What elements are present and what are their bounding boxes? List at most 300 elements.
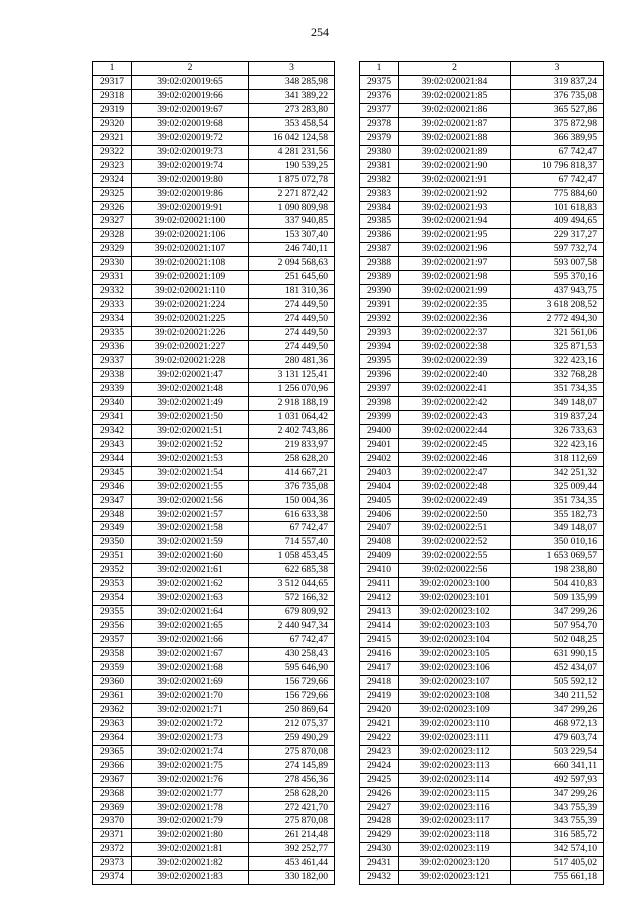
cadastral-number: 39:02:020021:47 [132, 368, 249, 382]
row-number: 29424 [360, 759, 399, 773]
cadastral-value: 502 048,25 [511, 634, 604, 648]
cadastral-number: 39:02:020021:65 [132, 620, 249, 634]
row-number: 29402 [360, 452, 399, 466]
cadastral-number: 39:02:020019:68 [132, 117, 249, 131]
cadastral-number: 39:02:020021:59 [132, 536, 249, 550]
row-number: 29330 [93, 257, 132, 271]
cadastral-value: 631 990,15 [511, 648, 604, 662]
cadastral-value: 1 256 070,96 [249, 382, 335, 396]
row-number: 29325 [93, 187, 132, 201]
cadastral-number: 39:02:020021:84 [399, 75, 511, 89]
cadastral-number: 39:02:020021:95 [399, 229, 511, 243]
cadastral-number: 39:02:020019:74 [132, 159, 249, 173]
page-number: 254 [311, 25, 329, 39]
cadastral-number: 39:02:020023:119 [399, 843, 511, 857]
table-row [93, 550, 335, 564]
cadastral-number: 39:02:020021:57 [132, 508, 249, 522]
table-row [93, 620, 335, 634]
cadastral-number: 39:02:020023:117 [399, 815, 511, 829]
row-number: 29332 [93, 285, 132, 299]
cadastral-value: 275 870,08 [249, 815, 335, 829]
table-row [93, 229, 335, 243]
cadastral-number: 39:02:020021:87 [399, 117, 511, 131]
table-row [360, 299, 604, 313]
table-row [93, 75, 335, 89]
table-row [93, 173, 335, 187]
cadastral-number: 39:02:020021:73 [132, 731, 249, 745]
row-number: 29418 [360, 675, 399, 689]
cadastral-number: 39:02:020022:48 [399, 480, 511, 494]
cadastral-value: 437 943,75 [511, 285, 604, 299]
cadastral-value: 492 597,93 [511, 773, 604, 787]
cadastral-number: 39:02:020021:88 [399, 131, 511, 145]
table-row [93, 564, 335, 578]
table-row [93, 368, 335, 382]
row-number: 29347 [93, 494, 132, 508]
row-number: 29363 [93, 717, 132, 731]
row-number: 29431 [360, 857, 399, 871]
cadastral-number: 39:02:020021:89 [399, 145, 511, 159]
cadastral-number: 39:02:020023:111 [399, 731, 511, 745]
cadastral-value: 280 481,36 [249, 355, 335, 369]
table-row [360, 396, 604, 410]
row-number: 29333 [93, 299, 132, 313]
row-number: 29429 [360, 829, 399, 843]
cadastral-value: 1 031 064,42 [249, 410, 335, 424]
cadastral-value: 342 251,32 [511, 466, 604, 480]
cadastral-number: 39:02:020023:116 [399, 801, 511, 815]
cadastral-number: 39:02:020021:107 [132, 243, 249, 257]
table-row [93, 606, 335, 620]
cadastral-number: 39:02:020022:42 [399, 396, 511, 410]
table-row [360, 634, 604, 648]
cadastral-number: 39:02:020022:44 [399, 424, 511, 438]
table-row [360, 745, 604, 759]
row-number: 29342 [93, 424, 132, 438]
table-row [360, 703, 604, 717]
row-number: 29367 [93, 773, 132, 787]
cadastral-value: 250 869,64 [249, 703, 335, 717]
cadastral-value: 246 740,11 [249, 243, 335, 257]
row-number: 29414 [360, 620, 399, 634]
table-row [360, 452, 604, 466]
cadastral-number: 39:02:020021:106 [132, 229, 249, 243]
row-number: 29371 [93, 829, 132, 843]
cadastral-value: 350 010,16 [511, 536, 604, 550]
right-table-body [360, 75, 604, 884]
cadastral-number: 39:02:020022:37 [399, 327, 511, 341]
row-number: 29337 [93, 355, 132, 369]
cadastral-number: 39:02:020021:55 [132, 480, 249, 494]
cadastral-value: 190 539,25 [249, 159, 335, 173]
cadastral-number: 39:02:020021:94 [399, 215, 511, 229]
table-row [93, 355, 335, 369]
table-row [93, 815, 335, 829]
table-row [93, 410, 335, 424]
row-number: 29364 [93, 731, 132, 745]
row-number: 29357 [93, 634, 132, 648]
cadastral-value: 318 112,69 [511, 452, 604, 466]
cadastral-number: 39:02:020021:80 [132, 829, 249, 843]
row-number: 29385 [360, 215, 399, 229]
table-row [93, 801, 335, 815]
cadastral-value: 181 310,36 [249, 285, 335, 299]
table-row [93, 745, 335, 759]
cadastral-value: 219 833,97 [249, 438, 335, 452]
cadastral-value: 1 653 069,57 [511, 550, 604, 564]
cadastral-number: 39:02:020021:225 [132, 313, 249, 327]
column-header-3: 3 [511, 62, 604, 76]
cadastral-value: 259 490,29 [249, 731, 335, 745]
cadastral-number: 39:02:020021:67 [132, 648, 249, 662]
cadastral-value: 479 603,74 [511, 731, 604, 745]
row-number: 29415 [360, 634, 399, 648]
table-row [360, 759, 604, 773]
table-row [360, 606, 604, 620]
table-row [360, 285, 604, 299]
cadastral-value: 322 423,16 [511, 438, 604, 452]
table-row [93, 452, 335, 466]
row-number: 29340 [93, 396, 132, 410]
row-number: 29361 [93, 689, 132, 703]
row-number: 29405 [360, 494, 399, 508]
table-row [360, 564, 604, 578]
cadastral-number: 39:02:020022:43 [399, 410, 511, 424]
table-row [93, 145, 335, 159]
row-number: 29378 [360, 117, 399, 131]
cadastral-value: 517 405,02 [511, 857, 604, 871]
column-header-1: 1 [93, 62, 132, 76]
cadastral-number: 39:02:020023:100 [399, 578, 511, 592]
table-row [360, 201, 604, 215]
row-number: 29331 [93, 271, 132, 285]
row-number: 29403 [360, 466, 399, 480]
row-number: 29352 [93, 564, 132, 578]
row-number: 29321 [93, 131, 132, 145]
cadastral-number: 39:02:020019:66 [132, 89, 249, 103]
cadastral-number: 39:02:020021:110 [132, 285, 249, 299]
table-row [360, 648, 604, 662]
cadastral-number: 39:02:020022:47 [399, 466, 511, 480]
table-row [93, 201, 335, 215]
table-row [93, 843, 335, 857]
cadastral-number: 39:02:020021:75 [132, 759, 249, 773]
row-number: 29423 [360, 745, 399, 759]
table-row [360, 410, 604, 424]
cadastral-number: 39:02:020022:46 [399, 452, 511, 466]
cadastral-number: 39:02:020019:67 [132, 103, 249, 117]
table-row [93, 634, 335, 648]
cadastral-number: 39:02:020022:36 [399, 313, 511, 327]
cadastral-value: 67 742,47 [511, 173, 604, 187]
cadastral-number: 39:02:020021:92 [399, 187, 511, 201]
table-row [93, 438, 335, 452]
row-number: 29338 [93, 368, 132, 382]
table-row [93, 857, 335, 871]
cadastral-value: 2 271 872,42 [249, 187, 335, 201]
table-row [93, 494, 335, 508]
cadastral-number: 39:02:020022:56 [399, 564, 511, 578]
cadastral-number: 39:02:020023:101 [399, 592, 511, 606]
table-row [93, 257, 335, 271]
table-row [93, 675, 335, 689]
row-number: 29372 [93, 843, 132, 857]
table-row [360, 355, 604, 369]
cadastral-value: 340 211,52 [511, 689, 604, 703]
cadastral-value: 212 075,37 [249, 717, 335, 731]
table-row [360, 173, 604, 187]
cadastral-number: 39:02:020021:76 [132, 773, 249, 787]
table-row [360, 257, 604, 271]
table-row [93, 871, 335, 885]
cadastral-value: 332 768,28 [511, 368, 604, 382]
row-number: 29365 [93, 745, 132, 759]
table-row [93, 592, 335, 606]
table-row [93, 243, 335, 257]
table-row [93, 689, 335, 703]
cadastral-value: 507 954,70 [511, 620, 604, 634]
row-number: 29394 [360, 341, 399, 355]
table-row [93, 131, 335, 145]
cadastral-number: 39:02:020021:93 [399, 201, 511, 215]
cadastral-value: 229 317,27 [511, 229, 604, 243]
table-row [93, 480, 335, 494]
row-number: 29362 [93, 703, 132, 717]
row-number: 29366 [93, 759, 132, 773]
cadastral-value: 337 940,85 [249, 215, 335, 229]
row-number: 29329 [93, 243, 132, 257]
cadastral-number: 39:02:020023:114 [399, 773, 511, 787]
table-row [360, 117, 604, 131]
table-row [360, 787, 604, 801]
row-number: 29391 [360, 299, 399, 313]
row-number: 29326 [93, 201, 132, 215]
row-number: 29420 [360, 703, 399, 717]
row-number: 29354 [93, 592, 132, 606]
cadastral-value: 347 299,26 [511, 787, 604, 801]
cadastral-value: 349 148,07 [511, 396, 604, 410]
row-number: 29327 [93, 215, 132, 229]
table-row [93, 717, 335, 731]
table-row [360, 229, 604, 243]
cadastral-number: 39:02:020022:52 [399, 536, 511, 550]
cadastral-number: 39:02:020021:81 [132, 843, 249, 857]
row-number: 29334 [93, 313, 132, 327]
cadastral-number: 39:02:020022:38 [399, 341, 511, 355]
table-row [93, 396, 335, 410]
cadastral-value: 316 585,72 [511, 829, 604, 843]
table-row [360, 773, 604, 787]
table-row [93, 661, 335, 675]
table-row [360, 717, 604, 731]
cadastral-number: 39:02:020021:78 [132, 801, 249, 815]
cadastral-number: 39:02:020021:82 [132, 857, 249, 871]
cadastral-value: 468 972,13 [511, 717, 604, 731]
cadastral-value: 376 735,08 [511, 89, 604, 103]
cadastral-value: 409 494,65 [511, 215, 604, 229]
row-number: 29411 [360, 578, 399, 592]
cadastral-number: 39:02:020023:113 [399, 759, 511, 773]
cadastral-number: 39:02:020021:48 [132, 382, 249, 396]
cadastral-value: 593 007,58 [511, 257, 604, 271]
table-row [360, 829, 604, 843]
table-row [93, 829, 335, 843]
cadastral-value: 622 685,38 [249, 564, 335, 578]
table-row [93, 299, 335, 313]
table-row [93, 103, 335, 117]
cadastral-number: 39:02:020023:108 [399, 689, 511, 703]
table-row [360, 843, 604, 857]
cadastral-number: 39:02:020022:51 [399, 522, 511, 536]
cadastral-value: 343 755,39 [511, 815, 604, 829]
row-number: 29417 [360, 661, 399, 675]
table-row [360, 243, 604, 257]
table-row [360, 145, 604, 159]
row-number: 29395 [360, 355, 399, 369]
table-row [93, 382, 335, 396]
cadastral-number: 39:02:020022:55 [399, 550, 511, 564]
cadastral-number: 39:02:020021:72 [132, 717, 249, 731]
cadastral-number: 39:02:020021:100 [132, 215, 249, 229]
cadastral-number: 39:02:020021:49 [132, 396, 249, 410]
cadastral-value: 595 370,16 [511, 271, 604, 285]
cadastral-number: 39:02:020023:104 [399, 634, 511, 648]
cadastral-number: 39:02:020022:41 [399, 382, 511, 396]
table-row [360, 271, 604, 285]
row-number: 29344 [93, 452, 132, 466]
row-number: 29359 [93, 661, 132, 675]
cadastral-number: 39:02:020023:102 [399, 606, 511, 620]
cadastral-value: 278 456,36 [249, 773, 335, 787]
table-row [360, 550, 604, 564]
row-number: 29412 [360, 592, 399, 606]
cadastral-number: 39:02:020021:91 [399, 173, 511, 187]
table-row [93, 773, 335, 787]
column-header-3: 3 [249, 62, 335, 76]
cadastral-value: 355 182,73 [511, 508, 604, 522]
cadastral-value: 342 574,10 [511, 843, 604, 857]
cadastral-number: 39:02:020022:35 [399, 299, 511, 313]
cadastral-number: 39:02:020022:45 [399, 438, 511, 452]
cadastral-value: 714 557,40 [249, 536, 335, 550]
row-number: 29360 [93, 675, 132, 689]
table-row [360, 578, 604, 592]
row-number: 29350 [93, 536, 132, 550]
row-number: 29369 [93, 801, 132, 815]
table-row [93, 522, 335, 536]
table-row [93, 731, 335, 745]
cadastral-number: 39:02:020021:50 [132, 410, 249, 424]
table-row [360, 382, 604, 396]
cadastral-number: 39:02:020021:227 [132, 341, 249, 355]
cadastral-number: 39:02:020019:73 [132, 145, 249, 159]
table-row [360, 215, 604, 229]
cadastral-value: 503 229,54 [511, 745, 604, 759]
cadastral-value: 353 458,54 [249, 117, 335, 131]
row-number: 29390 [360, 285, 399, 299]
row-number: 29427 [360, 801, 399, 815]
column-header-2: 2 [399, 62, 511, 76]
cadastral-number: 39:02:020021:85 [399, 89, 511, 103]
table-row [360, 815, 604, 829]
row-number: 29356 [93, 620, 132, 634]
row-number: 29388 [360, 257, 399, 271]
cadastral-value: 322 423,16 [511, 355, 604, 369]
cadastral-value: 4 281 231,56 [249, 145, 335, 159]
cadastral-number: 39:02:020021:97 [399, 257, 511, 271]
row-number: 29339 [93, 382, 132, 396]
cadastral-number: 39:02:020022:39 [399, 355, 511, 369]
table-row [360, 75, 604, 89]
row-number: 29373 [93, 857, 132, 871]
table-row [93, 159, 335, 173]
row-number: 29410 [360, 564, 399, 578]
cadastral-value: 274 449,50 [249, 313, 335, 327]
cadastral-value: 198 238,80 [511, 564, 604, 578]
cadastral-value: 274 145,89 [249, 759, 335, 773]
cadastral-value: 775 884,60 [511, 187, 604, 201]
table-row [360, 438, 604, 452]
cadastral-value: 321 561,06 [511, 327, 604, 341]
table-row [93, 313, 335, 327]
table-row [360, 592, 604, 606]
cadastral-number: 39:02:020019:80 [132, 173, 249, 187]
table-row [93, 578, 335, 592]
cadastral-number: 39:02:020021:96 [399, 243, 511, 257]
table-row [93, 215, 335, 229]
row-number: 29416 [360, 648, 399, 662]
row-number: 29392 [360, 313, 399, 327]
cadastral-value: 67 742,47 [511, 145, 604, 159]
table-row [93, 285, 335, 299]
cadastral-value: 150 004,36 [249, 494, 335, 508]
cadastral-value: 67 742,47 [249, 522, 335, 536]
row-number: 29413 [360, 606, 399, 620]
cadastral-number: 39:02:020021:74 [132, 745, 249, 759]
table-row [93, 327, 335, 341]
table-row [93, 341, 335, 355]
cadastral-number: 39:02:020021:69 [132, 675, 249, 689]
table-row [360, 801, 604, 815]
cadastral-number: 39:02:020021:226 [132, 327, 249, 341]
cadastral-value: 1 875 072,78 [249, 173, 335, 187]
row-number: 29407 [360, 522, 399, 536]
cadastral-value: 16 042 124,58 [249, 131, 335, 145]
cadastral-number: 39:02:020021:99 [399, 285, 511, 299]
cadastral-number: 39:02:020021:63 [132, 592, 249, 606]
cadastral-number: 39:02:020021:54 [132, 466, 249, 480]
cadastral-value: 3 512 044,65 [249, 578, 335, 592]
cadastral-value: 679 809,92 [249, 606, 335, 620]
row-number: 29353 [93, 578, 132, 592]
cadastral-number: 39:02:020021:109 [132, 271, 249, 285]
table-row [360, 368, 604, 382]
cadastral-value: 348 285,98 [249, 75, 335, 89]
row-number: 29399 [360, 410, 399, 424]
table-row [360, 508, 604, 522]
table-row [93, 271, 335, 285]
row-number: 29349 [93, 522, 132, 536]
cadastral-number: 39:02:020021:228 [132, 355, 249, 369]
row-number: 29348 [93, 508, 132, 522]
column-header-1: 1 [360, 62, 399, 76]
cadastral-value: 351 734,35 [511, 382, 604, 396]
cadastral-value: 156 729,66 [249, 689, 335, 703]
row-number: 29406 [360, 508, 399, 522]
cadastral-number: 39:02:020023:105 [399, 648, 511, 662]
cadastral-number: 39:02:020023:106 [399, 661, 511, 675]
table-row [360, 187, 604, 201]
